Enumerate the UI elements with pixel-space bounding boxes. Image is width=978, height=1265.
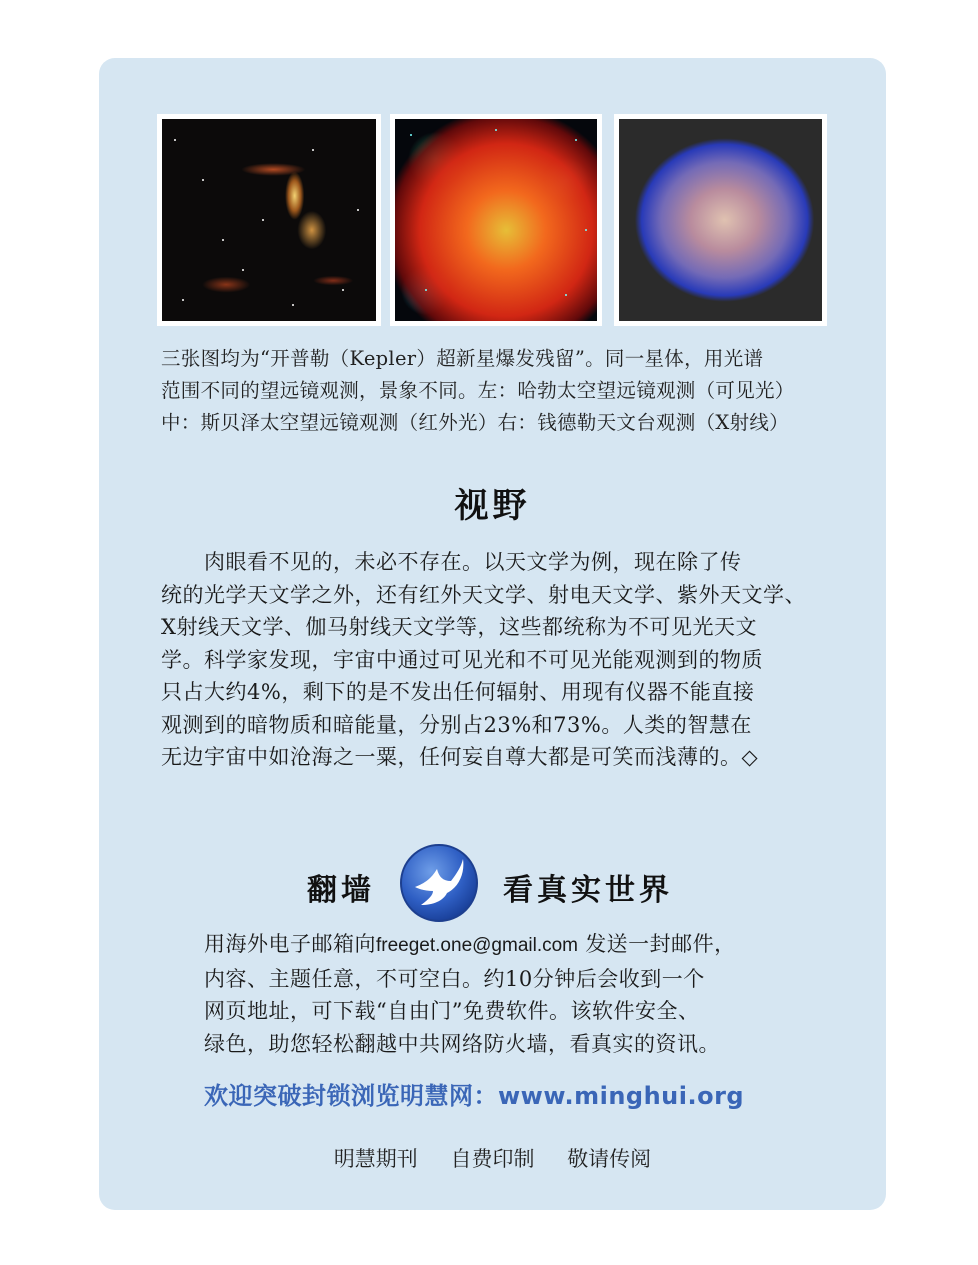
article-paragraph [161,546,837,774]
banner-right-text: 看真实世界 [503,873,673,908]
footer-tag: 敬请传阅 [567,1147,652,1171]
banner-left-text: 翻墙 [307,873,375,908]
image-caption [161,343,841,439]
photo-frame-visible [157,114,381,326]
contact-line-4: 绿色，助您轻松翻越中共网络防火墙，看真实的资讯。 [204,1031,720,1056]
section-title: 视野 [454,486,531,526]
email-address[interactable]: freeget.one@gmail.com [376,935,578,956]
freegate-banner [99,843,886,923]
contact-line-1-post: 发送一封邮件， [585,932,736,956]
paragraph-line: 学。科学家发现，宇宙中通过可见光和不可见光能观测到的物质 [161,647,763,672]
paragraph-line: 观测到的暗物质和暗能量，分别占23%和73%。人类的智慧在 [161,712,752,737]
photo-frame-xray [614,114,827,326]
photo-frame-infrared [390,114,602,326]
contact-line-1 [204,928,804,963]
paragraph-line: 只占大约4%，剩下的是不发出任何辐射、用现有仪器不能直接 [161,680,755,704]
footer-tags [99,1143,886,1173]
contact-line-2: 内容、主题任意，不可空白。约10分钟后会收到一个 [204,966,705,991]
minghui-welcome-link[interactable]: 欢迎突破封锁浏览明慧网：www.minghui.org [204,1082,745,1110]
supernova-visible-light-image [162,119,376,321]
paragraph-line: 肉眼看不见的，未必不存在。以天文学为例，现在除了传 [161,550,742,574]
caption-line: 三张图均为“开普勒（Kepler）超新星爆发残留”。同一星体，用光谱 [161,347,764,370]
contact-line-1-pre: 用海外电子邮箱向 [204,932,376,956]
contact-line-3: 网页地址，可下载“自由门”免费软件。该软件安全、 [204,999,700,1023]
page-card [99,58,886,1210]
photo-row [157,114,827,326]
contact-instructions [204,928,804,1060]
supernova-xray-image [619,119,822,321]
footer-tag: 明慧期刊 [333,1147,418,1171]
dove-icon [399,843,479,923]
paragraph-line: 统的光学天文学之外，还有红外天文学、射电天文学、紫外天文学、 [161,582,806,607]
supernova-infrared-image [395,119,597,321]
footer-tag: 自费印制 [450,1147,535,1171]
caption-line: 中：斯贝泽太空望远镜观测（红外光）右：钱德勒天文台观测（X射线） [161,411,789,434]
paragraph-line: X射线天文学、伽马射线天文学等，这些都统称为不可见光天文 [161,615,757,639]
paragraph-line: 无边宇宙中如沧海之一粟，任何妄自尊大都是可笑而浅薄的。◇ [161,745,759,769]
caption-line: 范围不同的望远镜观测，景象不同。左：哈勃太空望远镜观测（可见光） [161,379,795,402]
